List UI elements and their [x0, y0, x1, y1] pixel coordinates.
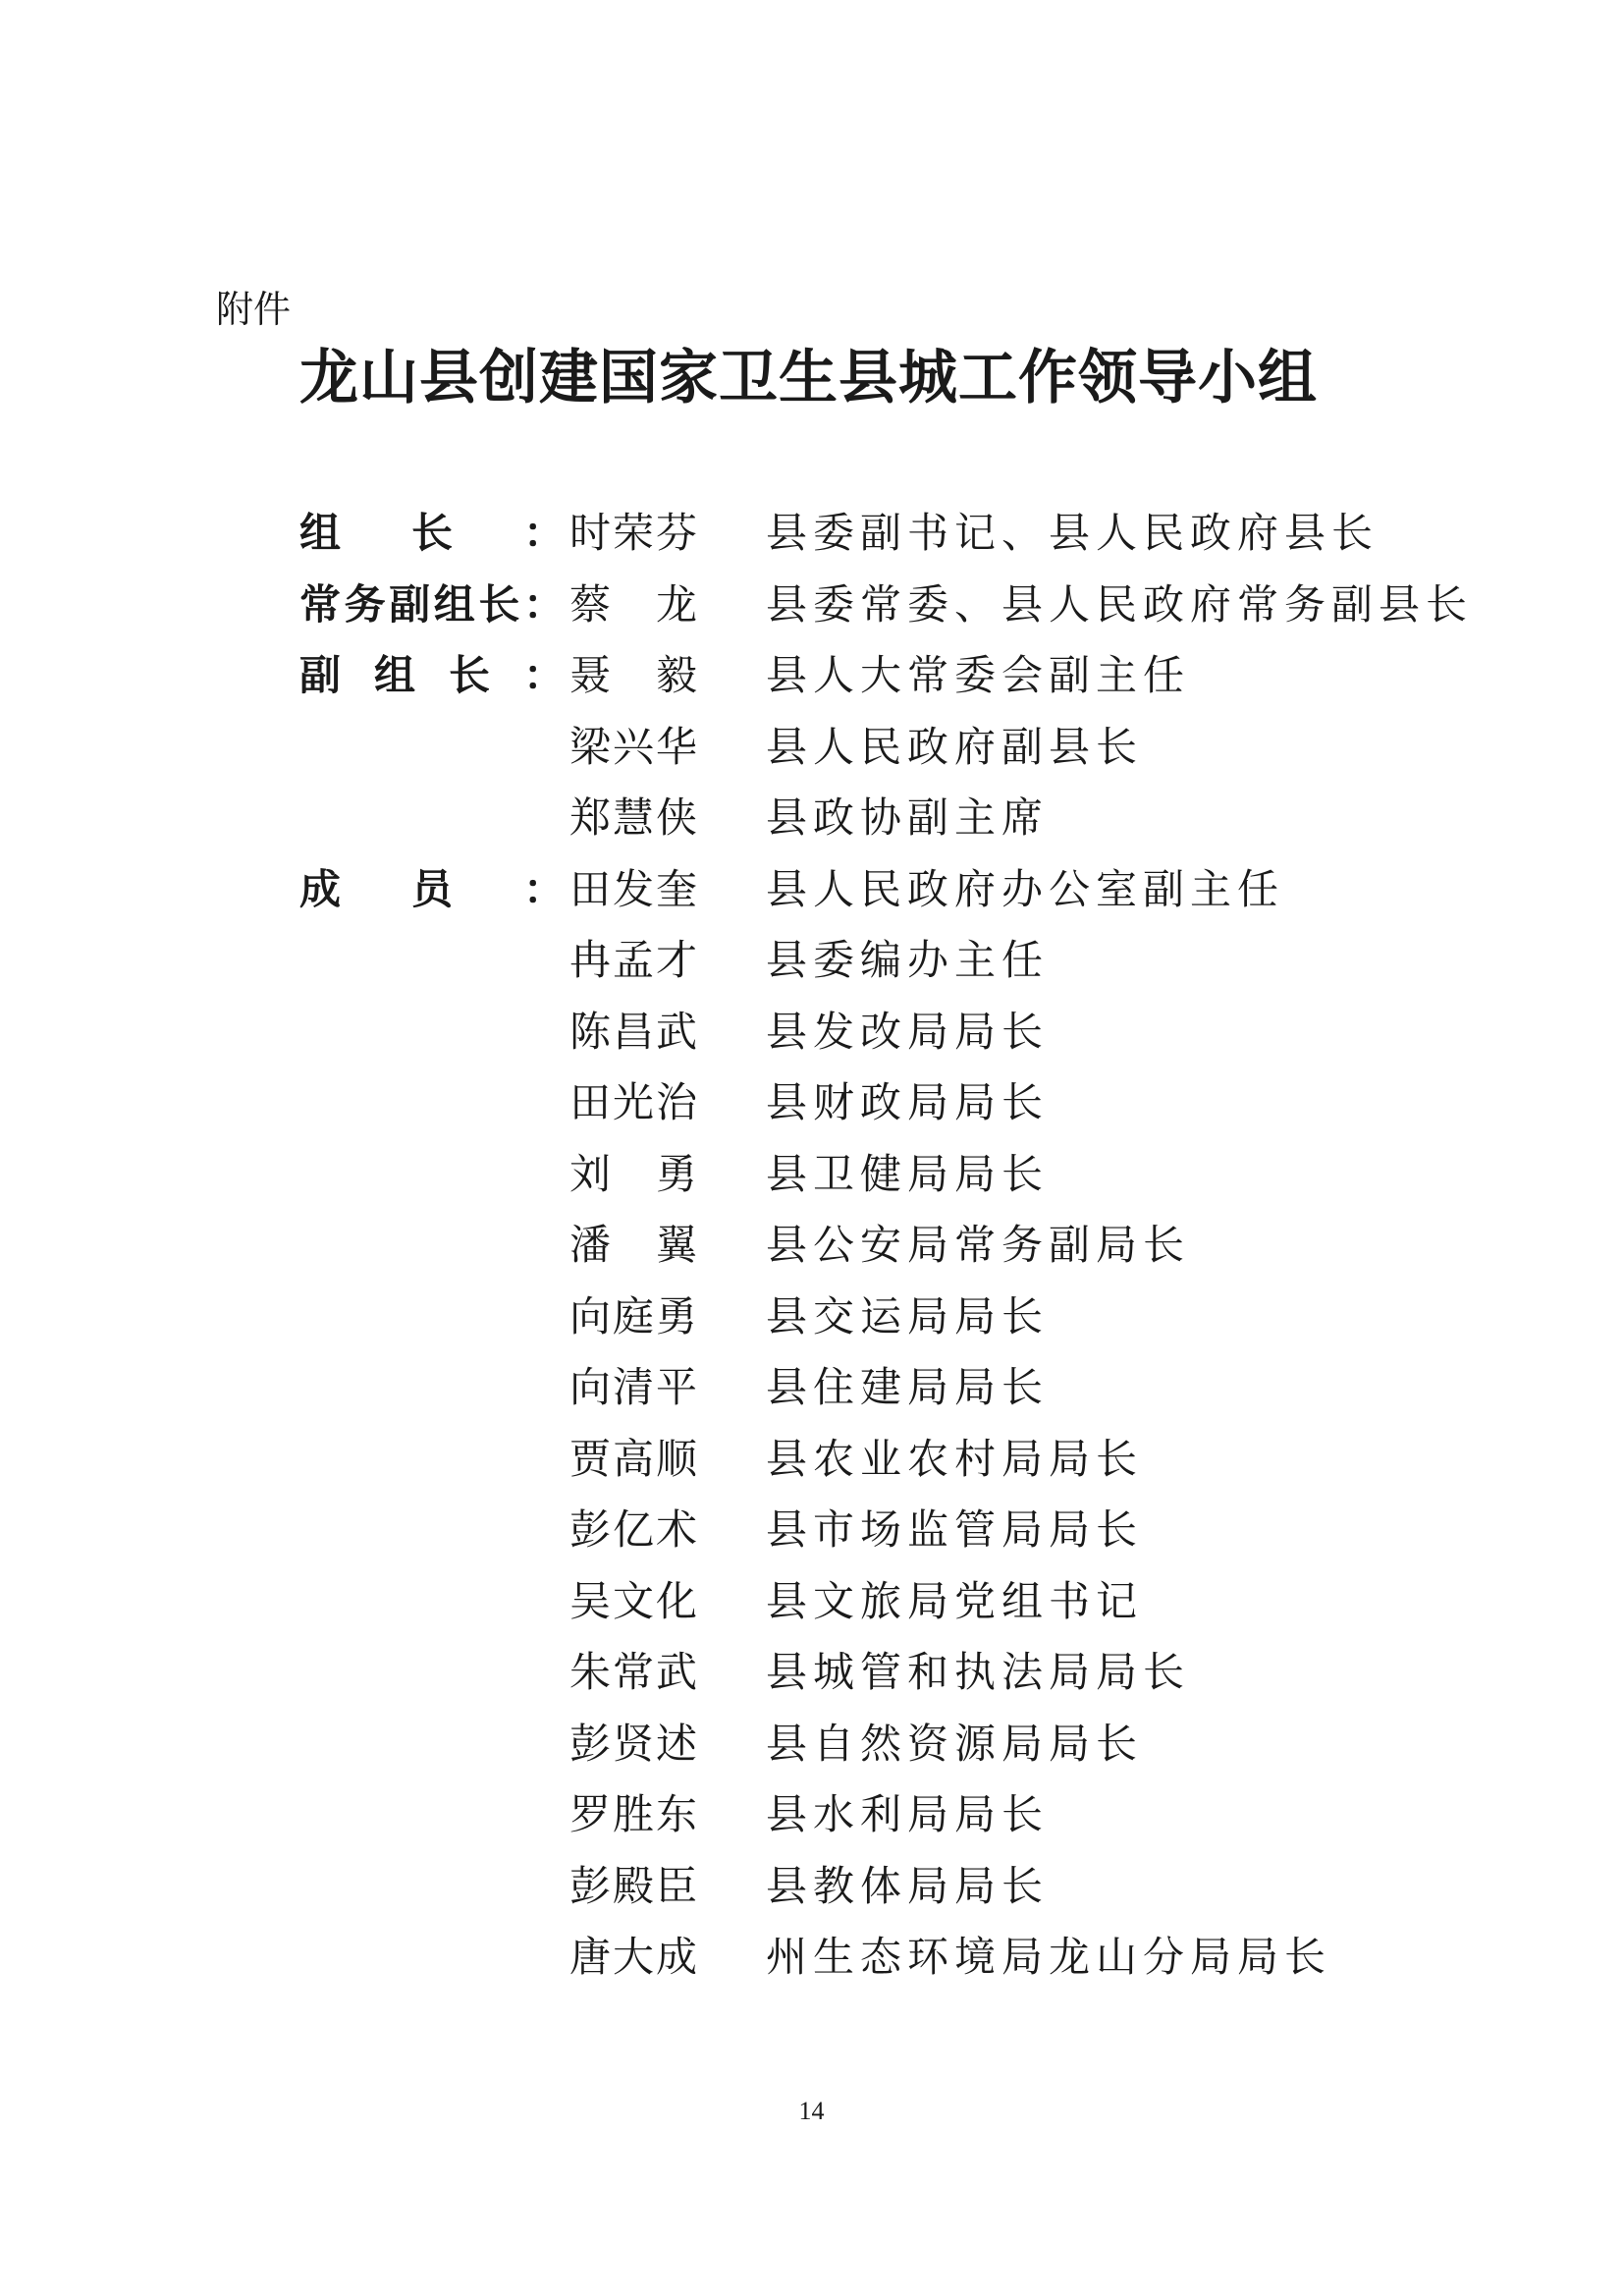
member-title: 县教体局局长 — [766, 1861, 1050, 1910]
member-title: 县交运局局长 — [766, 1291, 1050, 1340]
member-row — [299, 1282, 1478, 1353]
member-name: 向 庭 勇 — [569, 1291, 697, 1340]
member-title: 州生态环境局龙山分局局长 — [766, 1933, 1332, 1981]
member-name: 聂 毅 — [569, 651, 697, 699]
member-name: 彭 贤 述 — [569, 1719, 697, 1768]
member-name: 蔡 龙 — [569, 579, 697, 629]
member-name: 贾 高 顺 — [569, 1434, 697, 1483]
member-row — [299, 1566, 1478, 1638]
member-row — [299, 570, 1478, 641]
member-name: 时 荣 芬 — [569, 509, 697, 557]
member-row — [299, 498, 1478, 570]
member-title: 县市场监管局局长 — [766, 1505, 1144, 1554]
member-name: 吴 文 化 — [569, 1576, 697, 1625]
member-row — [299, 1067, 1478, 1139]
member-name: 唐 大 成 — [569, 1933, 697, 1981]
member-title: 县委副书记、县人民政府县长 — [766, 509, 1380, 557]
member-row — [299, 783, 1478, 854]
attachment-label: 附件 — [216, 288, 292, 331]
member-title: 县财政局局长 — [766, 1078, 1050, 1126]
member-row — [299, 925, 1478, 997]
member-row — [299, 1210, 1478, 1282]
member-name: 向 清 平 — [569, 1363, 697, 1411]
member-row — [299, 1424, 1478, 1496]
member-role: 组 长 ： — [299, 509, 565, 557]
member-name: 罗 胜 东 — [569, 1790, 697, 1838]
member-name: 潘 翼 — [569, 1221, 697, 1269]
member-title: 县人民政府办公室副主任 — [766, 864, 1285, 913]
member-row — [299, 1709, 1478, 1780]
member-row — [299, 712, 1478, 784]
member-title: 县自然资源局局长 — [766, 1719, 1144, 1768]
member-title: 县人民政府副县长 — [766, 722, 1144, 771]
member-row — [299, 1637, 1478, 1709]
member-row — [299, 1139, 1478, 1211]
member-row — [299, 1352, 1478, 1424]
member-title: 县文旅局党组书记 — [766, 1576, 1144, 1625]
member-name: 彭 殿 臣 — [569, 1861, 697, 1910]
member-title: 县公安局常务副局长 — [766, 1221, 1191, 1269]
member-row — [299, 1779, 1478, 1851]
member-title: 县委常委、县人民政府常务副县长 — [766, 579, 1474, 629]
member-title: 县农业农村局局长 — [766, 1434, 1144, 1483]
member-role: 常 务 副 组 长 ： — [299, 579, 565, 629]
member-role: 副 组 长 ： — [299, 651, 565, 699]
member-name: 冉 孟 才 — [569, 936, 697, 984]
member-title: 县人大常委会副主任 — [766, 651, 1191, 699]
member-title: 县政协副主席 — [766, 793, 1050, 842]
member-name: 田 发 奎 — [569, 864, 697, 913]
member-row — [299, 640, 1478, 712]
member-row — [299, 1495, 1478, 1566]
member-title: 县委编办主任 — [766, 936, 1050, 984]
member-title: 县住建局局长 — [766, 1363, 1050, 1411]
member-name: 刘 勇 — [569, 1149, 697, 1198]
member-name: 梁 兴 华 — [569, 722, 697, 771]
member-title: 县城管和执法局局长 — [766, 1648, 1191, 1696]
member-row — [299, 854, 1478, 926]
member-role: 成 员 ： — [299, 864, 565, 913]
member-name: 陈 昌 武 — [569, 1007, 697, 1056]
member-title: 县发改局局长 — [766, 1007, 1050, 1056]
member-row — [299, 1851, 1478, 1923]
member-title: 县水利局局长 — [766, 1790, 1050, 1838]
document-title: 龙山县创建国家卫生县城工作领导小组 — [299, 344, 1318, 412]
member-name: 郑 慧 侠 — [569, 793, 697, 842]
member-name: 彭 亿 术 — [569, 1505, 697, 1554]
page-number: 14 — [798, 2097, 825, 2125]
member-roster — [299, 498, 1478, 1994]
member-row — [299, 1922, 1478, 1994]
member-row — [299, 997, 1478, 1068]
member-title: 县卫健局局长 — [766, 1149, 1050, 1198]
member-name: 朱 常 武 — [569, 1648, 697, 1696]
member-name: 田 光 治 — [569, 1078, 697, 1126]
